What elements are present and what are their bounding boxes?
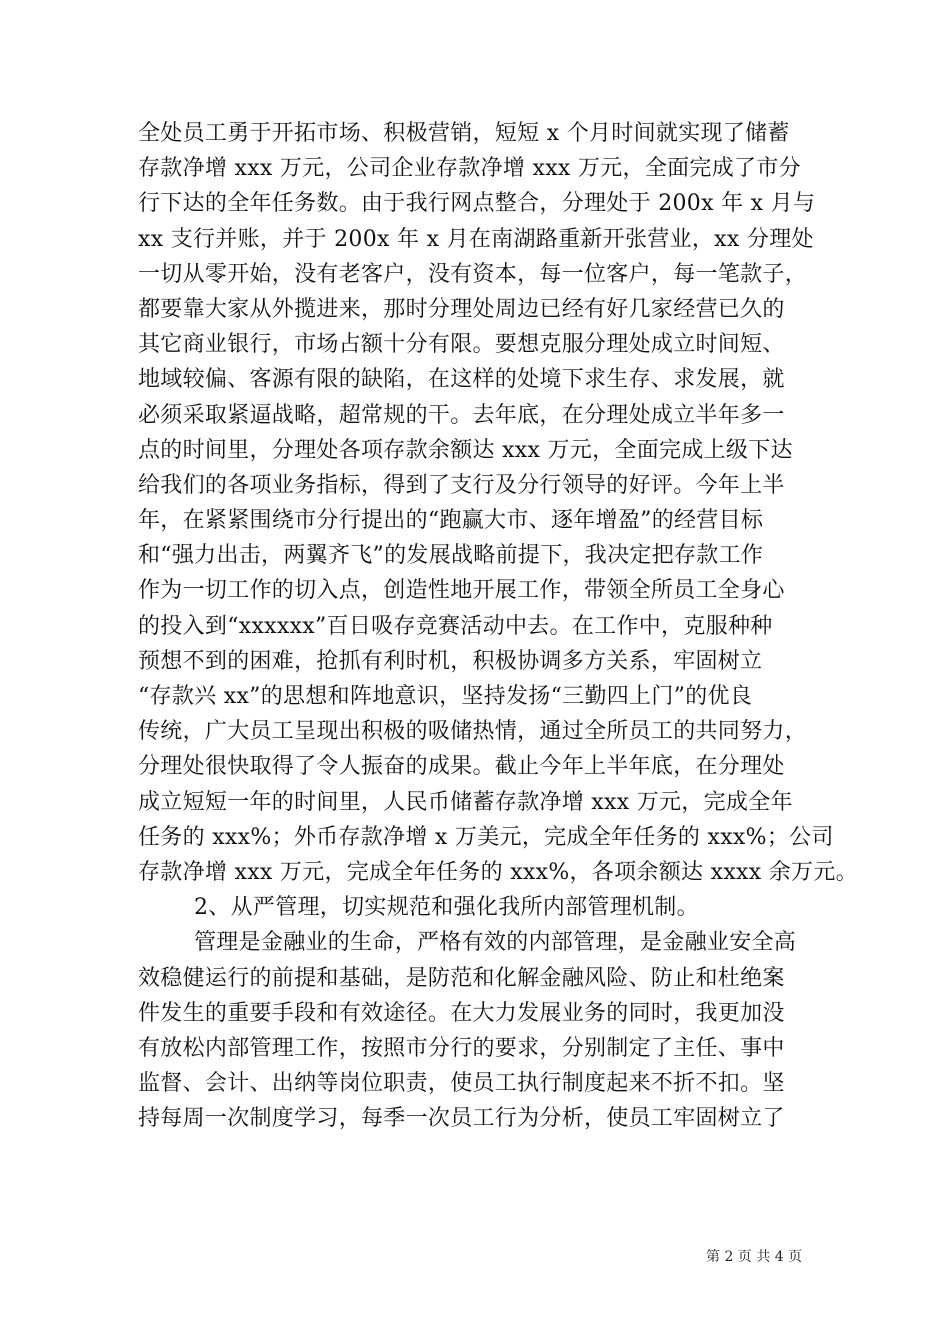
text-line: 监督、会计、出纳等岗位职责，使员工执行制度起来不折不扣。坚 <box>138 1071 785 1097</box>
text-line: 必须采取紧逼战略，超常规的干。去年底，在分理处成立半年多一 <box>138 402 785 428</box>
body-text <box>138 116 858 1136</box>
text-line: 件发生的重要手段和有效途径。在大力发展业务的同时，我更加没 <box>138 1000 785 1026</box>
text-line: 都要靠大家从外揽进来，那时分理处周边已经有好几家经营已久的 <box>138 296 785 322</box>
text-line: 作为一切工作的切入点，创造性地开展工作，带领全所员工全身心 <box>138 578 785 604</box>
text-line: 分理处很快取得了令人振奋的成果。截止今年上半年底，在分理处 <box>138 754 785 780</box>
text-line: xx 支行并账，并于 200x 年 x 月在南湖路重新开张营业，xx 分理处 <box>138 226 814 252</box>
text-line: 效稳健运行的前提和基础，是防范和化解金融风险、防止和杜绝案 <box>138 965 785 991</box>
text-line: 存款净增 xxx 万元，完成全年任务的 xxx%，各项余额达 xxxx 余万元。 <box>138 859 858 885</box>
text-line: 持每周一次制度学习，每季一次员工行为分析，使员工牢固树立了 <box>138 1106 785 1132</box>
page-number: 第 2 页 共 4 页 <box>706 1249 803 1265</box>
text-line: 全处员工勇于开拓市场、积极营销，短短 x 个月时间就实现了储蓄 <box>138 121 790 146</box>
text-line: “存款兴 xx”的思想和阵地意识，坚持发扬“三勤四上门”的优良 <box>138 684 753 709</box>
text-line: 给我们的各项业务指标，得到了支行及分行领导的好评。今年上半 <box>138 472 785 498</box>
text-line: 任务的 xxx%；外币存款净增 x 万美元，完成全年任务的 xxx%；公司 <box>138 824 834 850</box>
text-line: 一切从零开始，没有老客户，没有资本，每一位客户，每一笔款子， <box>138 261 808 287</box>
text-line: 传统，广大员工呈现出积极的吸储热情，通过全所员工的共同努力， <box>138 719 808 745</box>
text-line: 存款净增 xxx 万元，公司企业存款净增 xxx 万元，全面完成了市分 <box>138 156 801 182</box>
paragraph-first-line: 管理是金融业的生命，严格有效的内部管理，是金融业安全高 <box>194 930 797 956</box>
text-line: 年，在紧紧围绕市分行提出的“跑赢大市、逐年增盈”的经营目标 <box>138 508 764 534</box>
text-line: 地域较偏、客源有限的缺陷，在这样的处境下求生存、求发展，就 <box>138 367 785 393</box>
text-line: 预想不到的困难，抢抓有利时机，积极协调多方关系，牢固树立 <box>138 648 763 674</box>
text-line: 有放松内部管理工作，按照市分行的要求，分别制定了主任、事中 <box>138 1035 785 1061</box>
text-line: 成立短短一年的时间里，人民币储蓄存款净增 xxx 万元，完成全年 <box>138 789 793 815</box>
text-line: 和“强力出击，两翼齐飞”的发展战略前提下，我决定把存款工作 <box>138 543 764 569</box>
text-line: 其它商业银行，市场占额十分有限。要想克服分理处成立时间短、 <box>138 332 785 358</box>
text-line: 行下达的全年任务数。由于我行网点整合，分理处于 200x 年 x 月与 <box>138 191 816 217</box>
text-line: 点的时间里，分理处各项存款余额达 xxx 万元，全面完成上级下达 <box>138 437 793 463</box>
text-line: 的投入到“xxxxxx”百日吸存竞赛活动中去。在工作中，克服种种 <box>138 613 773 639</box>
section-heading: 2、从严管理，切实规范和强化我所内部管理机制。 <box>194 895 699 921</box>
